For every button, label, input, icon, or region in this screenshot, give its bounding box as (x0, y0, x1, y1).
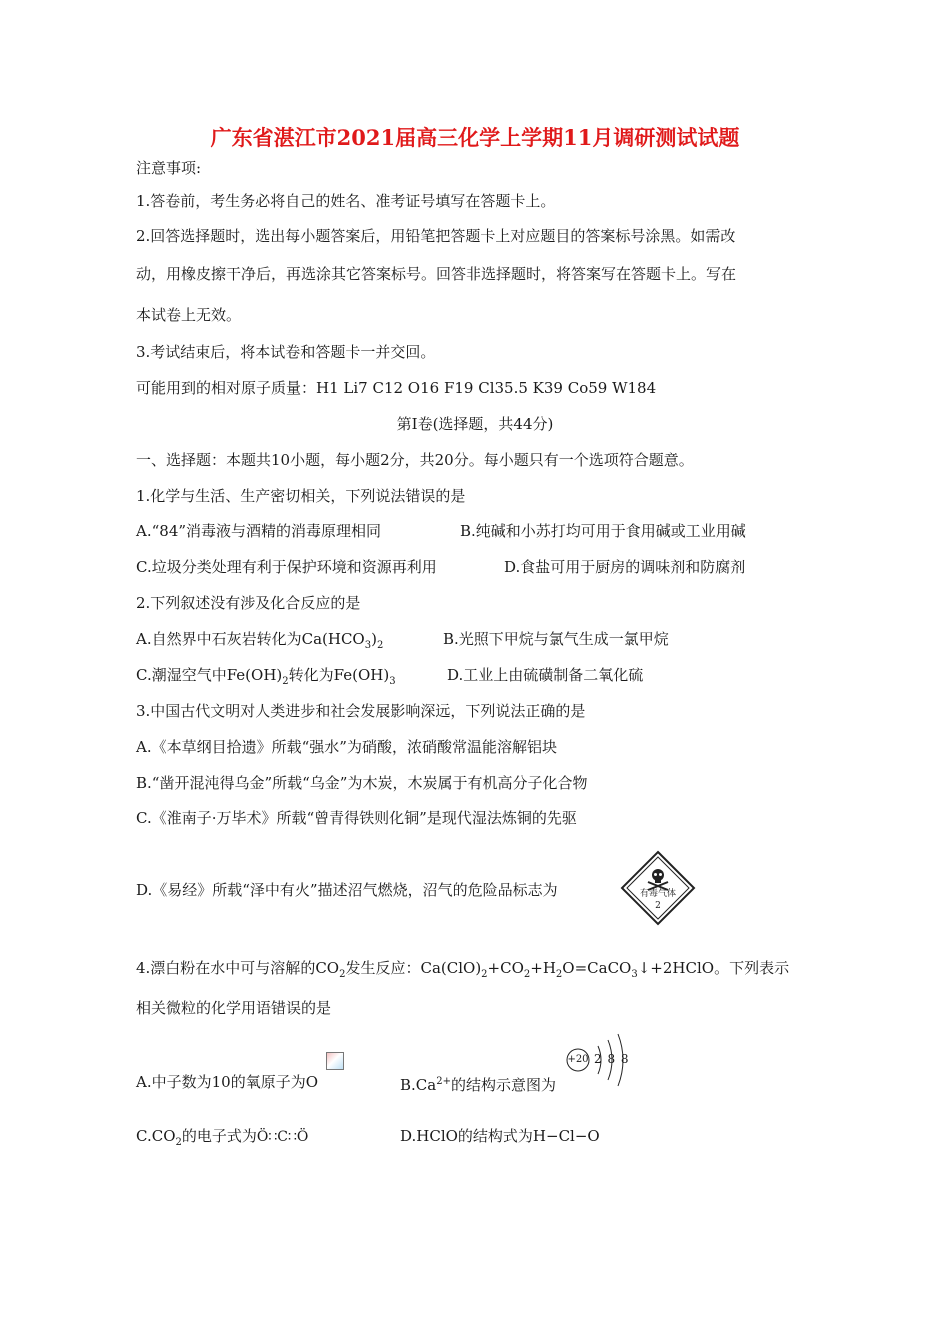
q3-option-b: B.“凿开混沌得乌金”所载“乌金”为木炭，木炭属于有机高分子化合物 (136, 774, 588, 792)
co2-electron-formula: Ö∷C∷Ö (256, 1129, 309, 1145)
q4-option-c: $C.CO_2$的电子式为Ö∷C∷Ö (136, 1127, 309, 1148)
q2-stem: 2.下列叙述没有涉及化合反应的是 (136, 594, 361, 612)
q4-option-d: D.HClO的结构式为H−Cl−O (400, 1127, 600, 1145)
nucleus-charge: +20 (567, 1054, 589, 1065)
electron-shells: 2 8 8 (594, 1052, 630, 1066)
q4-option-b: $B.Ca^{2+}$的结构示意图为 (400, 1076, 556, 1094)
notice-line: 2.回答选择题时，选出每小题答案后，用铅笔把答题卡上对应题目的答案标号涂黑。如需改 (136, 227, 736, 245)
q4-stem-continued: 相关微粒的化学用语错误的是 (136, 999, 332, 1017)
isotope-notation-icon (326, 1052, 344, 1070)
q1-stem: 1.化学与生活、生产密切相关，下列说法错误的是 (136, 487, 466, 505)
part-one-heading: 一、选择题：本题共10小题，每小题2分，共20分。每小题只有一个选项符合题意。 (136, 451, 694, 469)
q3-option-c: C.《淮南子·万毕术》所载“曾青得铁则化铜”是现代湿法炼铜的先驱 (136, 809, 577, 827)
hazard-sign-label: 有毒气体 (639, 889, 676, 899)
q4-stem: 4.漂白粉在水中可与溶解的$CO_2$发生反应：$Ca(ClO)_2+CO_2+H_2O=CaCO_3↓+2HClO$。下列表示 (136, 959, 790, 980)
q2-option-b: B.光照下甲烷与氯气生成一氯甲烷 (443, 630, 669, 648)
q3-stem: 3.中国古代文明对人类进步和社会发展影响深远，下列说法正确的是 (136, 702, 586, 720)
q3-option-d: D.《易经》所载“泽中有火”描述沼气燃烧，沼气的危险品标志为 (136, 881, 558, 899)
ca-ion-structure-diagram (564, 1028, 636, 1092)
page-title: 广东省湛江市2021届高三化学上学期11月调研测试试题 (210, 125, 740, 150)
q1-option-b: B.纯碱和小苏打均可用于食用碱或工业用碱 (460, 522, 746, 540)
hazard-diamond-icon (620, 850, 696, 926)
toxic-gas-hazard-sign (620, 850, 696, 926)
q2-option-a: A.自然界中石灰岩转化为$Ca(HCO_3)_2$ (136, 630, 384, 651)
q1-option-a: A.“84”消毒液与酒精的消毒原理相同 (136, 522, 382, 540)
q4-option-a: A.中子数为10的氧原子为O (136, 1073, 319, 1091)
q3-option-a: A.《本草纲目拾遗》所载“强水”为硝酸，浓硝酸常温能溶解铝块 (136, 738, 557, 756)
q1-option-d: D.食盐可用于厨房的调味剂和防腐剂 (504, 558, 746, 576)
q2-option-c: C.潮湿空气中$Fe(OH)_2$转化为$Fe(OH)_3$ (136, 666, 396, 687)
notice-line: 动，用橡皮擦干净后，再选涂其它答案标号。回答非选择题时，将答案写在答题卡上。写在 (136, 265, 737, 283)
notice-line: 本试卷上无效。 (136, 306, 242, 324)
hazard-sign-class: 2 (655, 901, 661, 911)
atomic-masses: 可能用到的相对原子质量：H1 Li7 C12 O16 F19 Cl35.5 K39 Co59 W184 (136, 379, 657, 397)
notice-line: 3.考试结束后，将本试卷和答题卡一并交回。 (136, 343, 436, 361)
q1-option-c: C.垃圾分类处理有利于保护环境和资源再利用 (136, 558, 437, 576)
notice-header: 注意事项: (136, 159, 202, 177)
notice-line: 1.答卷前，考生务必将自己的姓名、准考证号填写在答题卡上。 (136, 192, 556, 210)
section-title: 第Ⅰ卷(选择题，共44分) (396, 415, 554, 433)
q2-option-d: D.工业上由硫磺制备二氧化硫 (447, 666, 644, 684)
